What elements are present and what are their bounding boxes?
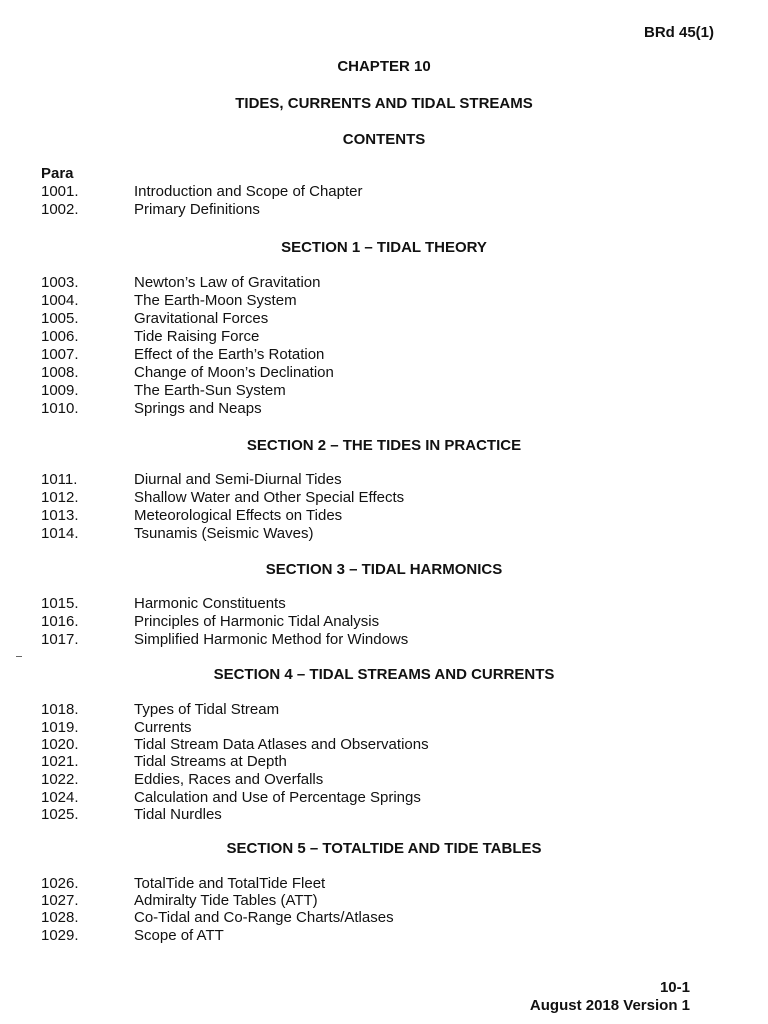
toc-entry-number: 1026. xyxy=(41,875,79,892)
toc-entry-title: Tide Raising Force xyxy=(134,328,260,345)
toc-entry-title: Admiralty Tide Tables (ATT) xyxy=(134,892,318,909)
toc-entry-title: Types of Tidal Stream xyxy=(134,701,280,718)
chapter-number: CHAPTER 10 xyxy=(337,58,431,75)
toc-entry-number: 1003. xyxy=(41,274,79,291)
toc-entry-number: 1006. xyxy=(41,328,79,345)
toc-entry-number: 1013. xyxy=(41,507,79,524)
toc-entry-number: 1018. xyxy=(41,701,79,718)
toc-entry-number: 1004. xyxy=(41,292,79,309)
toc-entry-number: 1009. xyxy=(41,382,79,399)
toc-entry-title: Tidal Stream Data Atlases and Observations xyxy=(134,736,429,753)
toc-entry-number: 1014. xyxy=(41,525,79,542)
toc-entry-title: Tidal Streams at Depth xyxy=(134,753,287,770)
toc-entry-number: 1021. xyxy=(41,753,79,770)
toc-entry-number: 1022. xyxy=(41,771,79,788)
toc-entry-title: Calculation and Use of Percentage Springs xyxy=(134,789,421,806)
toc-entry-number: 1020. xyxy=(41,736,79,753)
toc-entry-number: 1012. xyxy=(41,489,79,506)
toc-entry-title: Shallow Water and Other Special Effects xyxy=(134,489,405,506)
toc-entry-number: 1001. xyxy=(41,183,79,200)
toc-entry-number: 1016. xyxy=(41,613,79,630)
toc-entry-title: Effect of the Earth’s Rotation xyxy=(134,346,325,363)
section-heading: SECTION 3 – TIDAL HARMONICS xyxy=(265,561,503,578)
toc-entry-number: 1024. xyxy=(41,789,79,806)
section-heading: SECTION 2 – THE TIDES IN PRACTICE xyxy=(246,437,522,454)
toc-entry-number: 1005. xyxy=(41,310,79,327)
toc-entry-number: 1017. xyxy=(41,631,79,648)
toc-entry-title: Meteorological Effects on Tides xyxy=(134,507,343,524)
toc-entry-number: 1007. xyxy=(41,346,79,363)
toc-entry-title: Primary Definitions xyxy=(134,201,260,218)
toc-entry-number: 1019. xyxy=(41,719,79,736)
toc-entry-title: Newton’s Law of Gravitation xyxy=(134,274,321,291)
toc-entry-number: 1028. xyxy=(41,909,79,926)
toc-entry-number: 1008. xyxy=(41,364,79,381)
margin-mark xyxy=(16,656,22,657)
chapter-title: TIDES, CURRENTS AND TIDAL STREAMS xyxy=(235,95,533,112)
toc-entry-title: Co-Tidal and Co-Range Charts/Atlases xyxy=(134,909,394,926)
toc-entry-title: Eddies, Races and Overfalls xyxy=(134,771,324,788)
toc-entry-title: TotalTide and TotalTide Fleet xyxy=(134,875,326,892)
section-heading: SECTION 4 – TIDAL STREAMS AND CURRENTS xyxy=(213,666,555,683)
toc-entry-number: 1025. xyxy=(41,806,79,823)
toc-entry-title: The Earth-Moon System xyxy=(134,292,297,309)
toc-entry-title: Principles of Harmonic Tidal Analysis xyxy=(134,613,380,630)
toc-entry-title: The Earth-Sun System xyxy=(134,382,286,399)
toc-entry-number: 1027. xyxy=(41,892,79,909)
toc-entry-title: Diurnal and Semi-Diurnal Tides xyxy=(134,471,342,488)
toc-entry-number: 1015. xyxy=(41,595,79,612)
document-reference: BRd 45(1) xyxy=(643,24,714,41)
toc-entry-title: Currents xyxy=(134,719,192,736)
toc-entry-number: 1010. xyxy=(41,400,79,417)
page-number: 10-1 xyxy=(659,979,690,996)
toc-entry-title: Simplified Harmonic Method for Windows xyxy=(134,631,409,648)
toc-entry-title: Gravitational Forces xyxy=(134,310,269,327)
contents-heading: CONTENTS xyxy=(342,131,426,148)
toc-entry-number: 1029. xyxy=(41,927,79,944)
toc-entry-title: Tidal Nurdles xyxy=(134,806,222,823)
toc-entry-title: Scope of ATT xyxy=(134,927,224,944)
section-heading: SECTION 1 – TIDAL THEORY xyxy=(281,239,487,256)
section-heading: SECTION 5 – TOTALTIDE AND TIDE TABLES xyxy=(226,840,542,857)
toc-entry-title: Change of Moon’s Declination xyxy=(134,364,334,381)
toc-entry-title: Tsunamis (Seismic Waves) xyxy=(134,525,314,542)
toc-entry-title: Introduction and Scope of Chapter xyxy=(134,183,363,200)
para-column-label: Para xyxy=(41,165,74,182)
toc-entry-title: Harmonic Constituents xyxy=(134,595,286,612)
version-label: August 2018 Version 1 xyxy=(529,997,690,1014)
toc-entry-number: 1002. xyxy=(41,201,79,218)
toc-entry-title: Springs and Neaps xyxy=(134,400,262,417)
toc-entry-number: 1011. xyxy=(41,471,78,488)
